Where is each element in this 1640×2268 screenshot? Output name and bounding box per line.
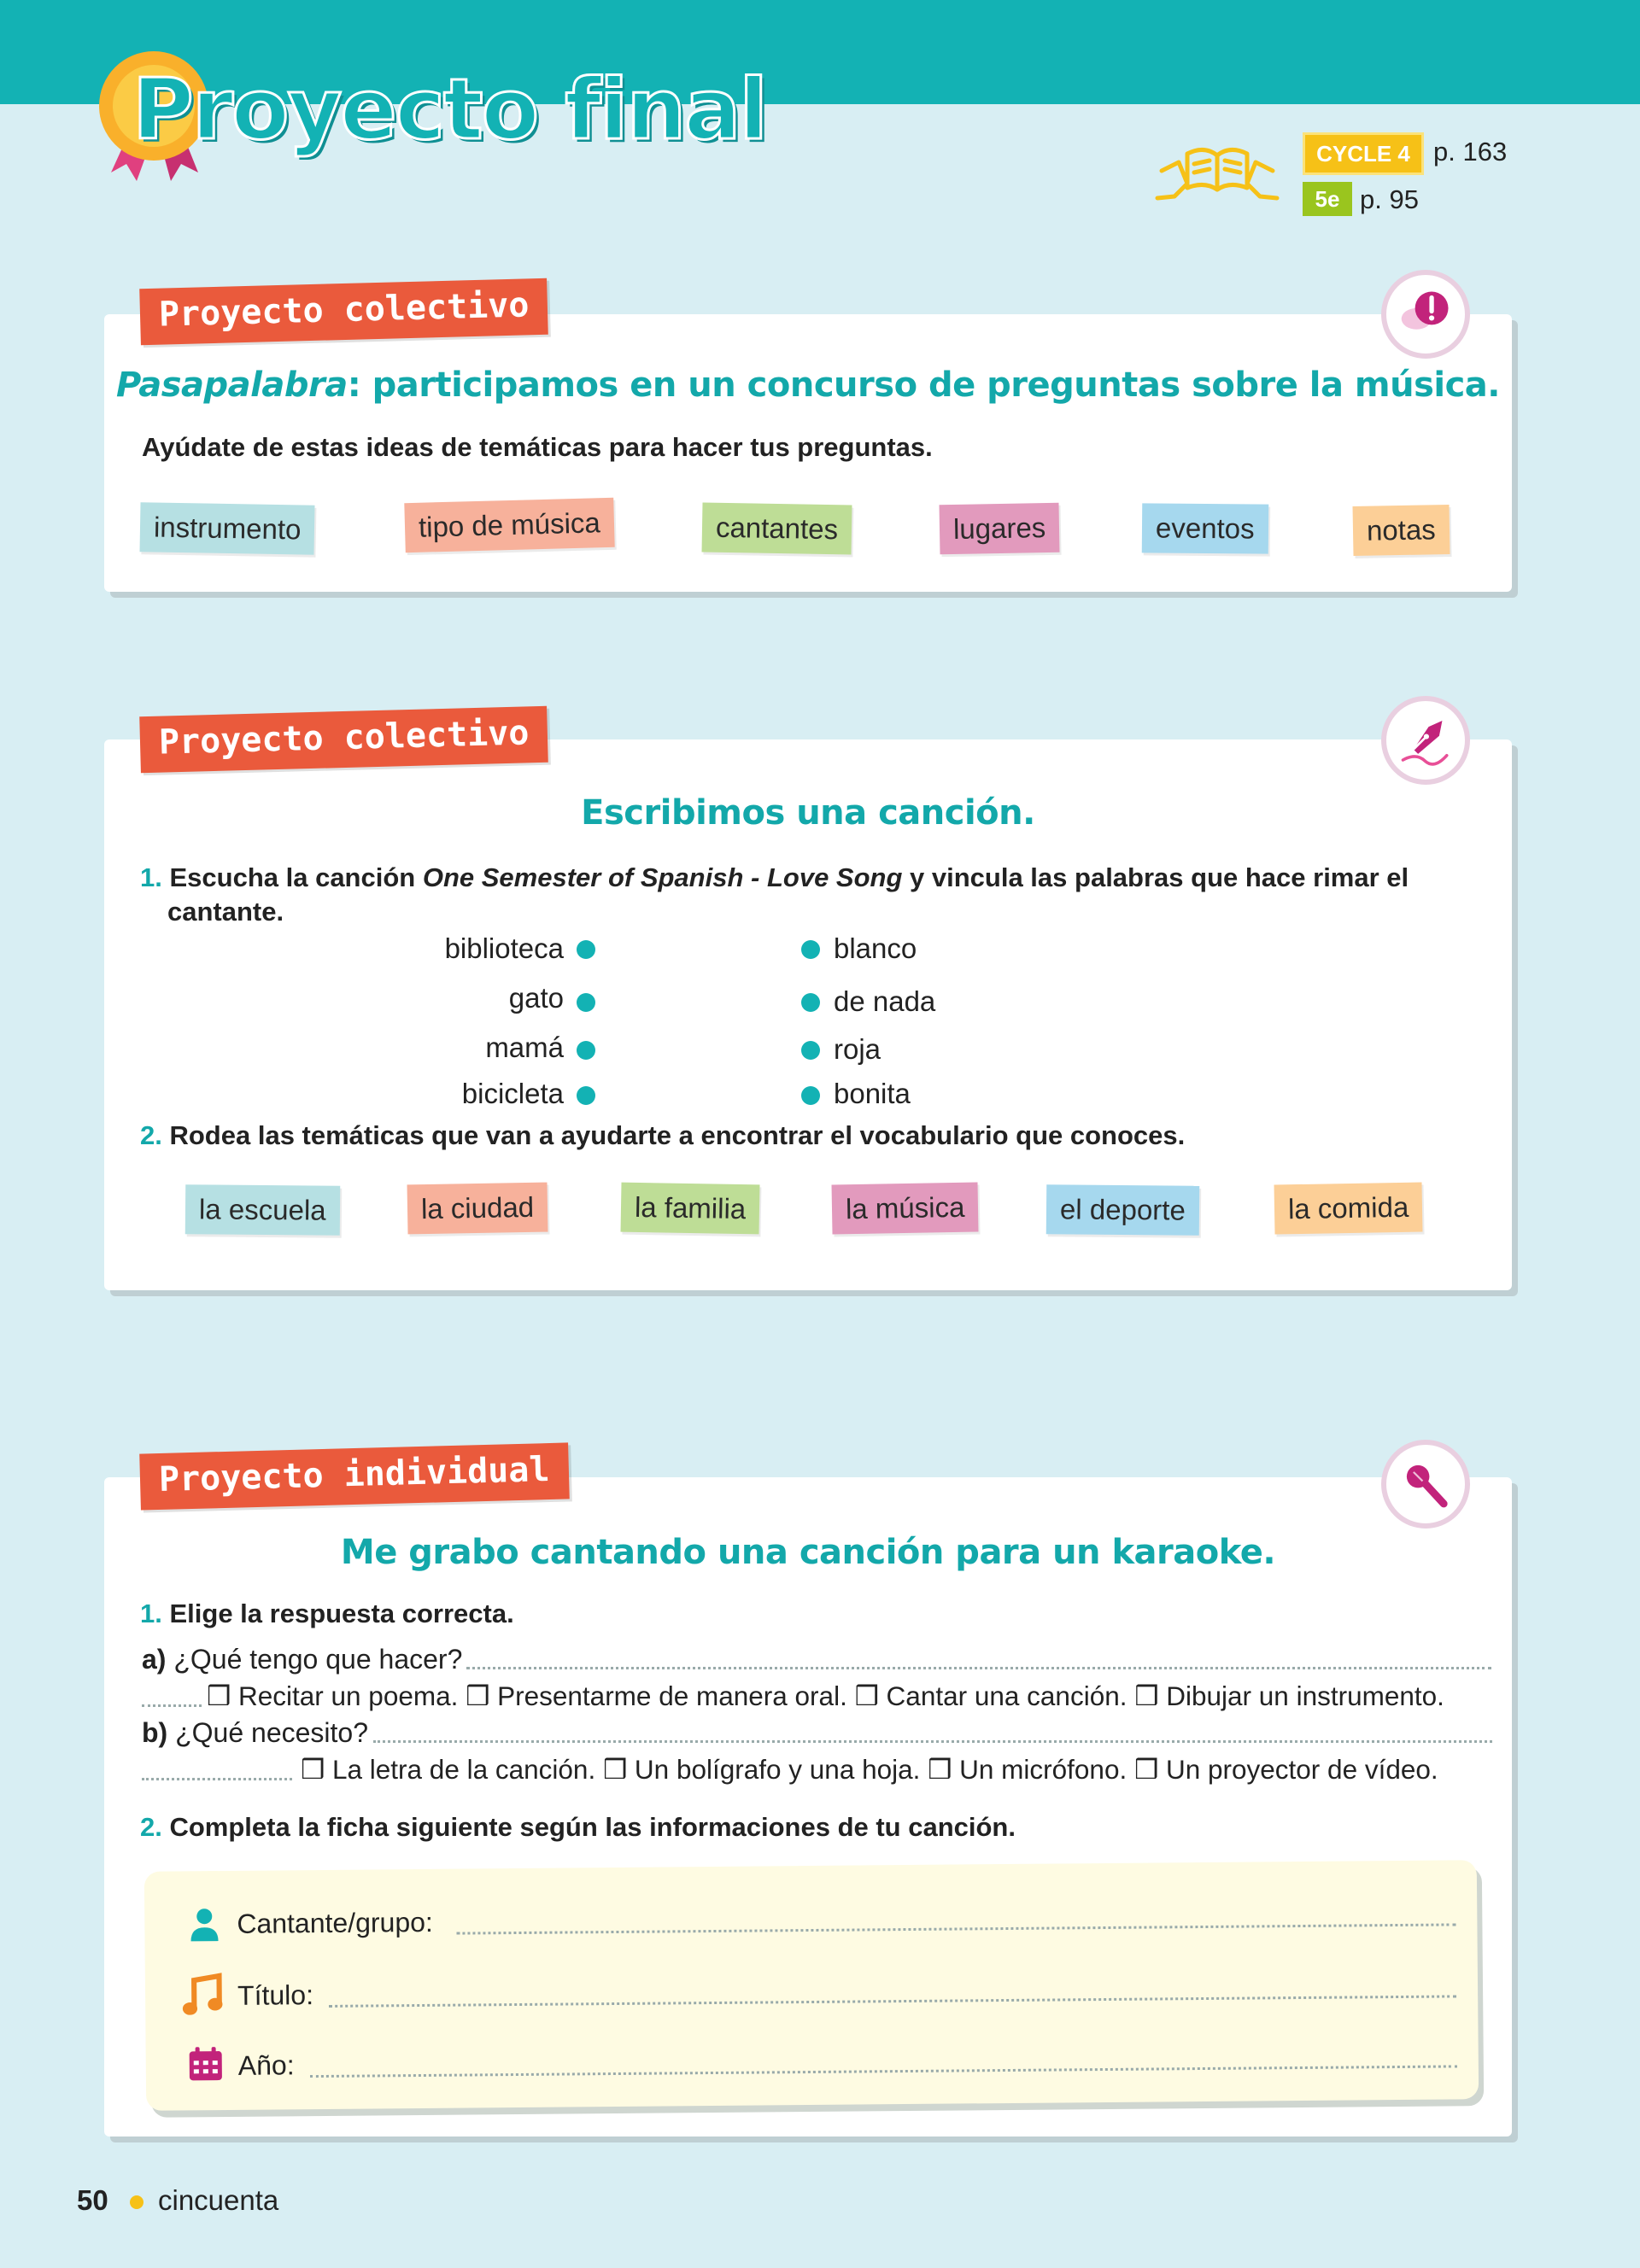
question-1-continuation: cantante. (167, 897, 284, 926)
person-icon (185, 1905, 223, 1943)
section-ribbon: Proyecto colectivo (139, 706, 548, 773)
match-left-word: bicicleta (461, 1078, 564, 1109)
match-right-dot[interactable] (801, 993, 820, 1012)
title-input-line[interactable] (329, 1995, 1456, 2008)
section-ribbon: Proyecto individual (139, 1442, 569, 1510)
tag-item: lugares (940, 503, 1060, 554)
tag-item: instrumento (140, 502, 315, 555)
match-right-word: roja (834, 1033, 882, 1065)
question-text: Rodea las temáticas que van a ayudarte a encontrar el vocabulario que conoces. (169, 1120, 1186, 1150)
section-colectivo-1 (104, 314, 1512, 592)
page-number: 50 (77, 2184, 108, 2216)
answer-line[interactable] (373, 1740, 1492, 1743)
match-left-word: gato (508, 982, 564, 1014)
grade-badge: 5e (1303, 182, 1352, 216)
question-1 (140, 859, 1490, 897)
tag-item[interactable]: el deporte (1046, 1184, 1199, 1236)
question-text-post: y vincula las palabras que hace rimar el (902, 862, 1409, 892)
question-a (142, 1644, 462, 1675)
match-right-dot[interactable] (801, 1041, 820, 1060)
section-title: Escribimos una canción. (581, 793, 1035, 833)
question-b-options[interactable]: ❒ La letra de la canción. ❒ Un bolígrafo y una hoja. ❒ Un micrófono. ❒ Un proyector de vídeo. (301, 1754, 1438, 1785)
song-info-card (144, 1860, 1479, 2111)
speech-bubble-exclamation-icon (1381, 270, 1470, 359)
section-instruction: Ayúdate de estas ideas de temáticas para hacer tus preguntas. (142, 432, 933, 462)
section-title: Me grabo cantando una canción para un karaoke. (340, 1533, 1276, 1572)
reading-book-icon (1153, 137, 1281, 205)
question-number: 2. (140, 1120, 162, 1150)
match-right-dot[interactable] (801, 1086, 820, 1105)
question-number: 2. (140, 1812, 162, 1842)
tag-item[interactable]: la familia (621, 1183, 760, 1235)
question-2 (140, 1812, 1016, 1843)
tag-item[interactable]: la música (832, 1183, 979, 1235)
question-a-text: ¿Qué tengo que hacer? (173, 1644, 463, 1675)
page-number-word: cincuenta (158, 2184, 279, 2216)
cycle-badge: CYCLE 4 (1303, 132, 1424, 175)
calendar-icon (187, 2045, 225, 2083)
cycle-page-ref: p. 163 (1433, 137, 1508, 167)
question-a-options[interactable]: ❒ Recitar un poema. ❒ Presentarme de manera oral. ❒ Cantar una canción. ❒ Dibujar un instrumento. (207, 1681, 1444, 1711)
match-right-word: bonita (834, 1078, 911, 1109)
music-note-icon (179, 1972, 226, 2018)
footer-dot (130, 2195, 144, 2209)
question-number: 1. (140, 1599, 162, 1628)
question-number: 1. (140, 862, 162, 892)
microphone-icon (1381, 1440, 1470, 1529)
match-left-word: mamá (485, 1032, 564, 1063)
match-left-dot[interactable] (577, 1086, 595, 1105)
match-left-dot[interactable] (577, 993, 595, 1012)
title-label: Título: (237, 1979, 314, 2011)
question-1 (140, 1599, 514, 1629)
match-right-word: de nada (834, 985, 936, 1017)
question-text: Completa la ficha siguiente según las informaciones de tu canción. (169, 1812, 1016, 1842)
year-input-line[interactable] (310, 2065, 1457, 2078)
question-b-text: ¿Qué necesito? (175, 1717, 368, 1748)
match-left-dot[interactable] (577, 940, 595, 959)
question-b-label: b) (142, 1717, 168, 1748)
question-a-label: a) (142, 1644, 167, 1675)
pen-nib-icon (1381, 696, 1470, 785)
section-ribbon: Proyecto colectivo (139, 278, 548, 345)
match-right-word: blanco (834, 932, 917, 964)
match-left-word: biblioteca (444, 932, 564, 964)
grade-page-ref: p. 95 (1360, 184, 1419, 214)
section-title (104, 365, 1512, 405)
section-title-rest: : participamos en un concurso de preguntas sobre la música. (347, 365, 1500, 405)
question-text: Elige la respuesta correcta. (169, 1599, 514, 1628)
match-right-dot[interactable] (801, 940, 820, 959)
tag-item[interactable]: la comida (1274, 1182, 1423, 1234)
tag-item: eventos (1142, 503, 1268, 553)
song-title: One Semester of Spanish - Love Song (422, 862, 903, 892)
question-text-pre: Escucha la canción (169, 862, 423, 892)
tag-item: cantantes (702, 502, 852, 554)
section-title-italic: Pasapalabra (115, 365, 348, 405)
page-title: Proyecto final (132, 61, 766, 159)
question-b (142, 1717, 368, 1749)
question-2 (140, 1120, 1185, 1151)
tag-item[interactable]: la escuela (185, 1184, 340, 1236)
answer-line[interactable] (466, 1667, 1491, 1669)
tag-item: notas (1353, 505, 1450, 556)
match-left-dot[interactable] (577, 1041, 595, 1060)
tag-item: tipo de música (404, 498, 614, 552)
answer-line[interactable] (142, 1778, 292, 1780)
singer-input-line[interactable] (456, 1923, 1456, 1934)
tag-item[interactable]: la ciudad (407, 1183, 548, 1235)
singer-label: Cantante/grupo: (237, 1906, 433, 1939)
year-label: Año: (237, 2049, 295, 2081)
answer-line[interactable] (142, 1704, 202, 1707)
section-colectivo-2 (104, 739, 1512, 1290)
